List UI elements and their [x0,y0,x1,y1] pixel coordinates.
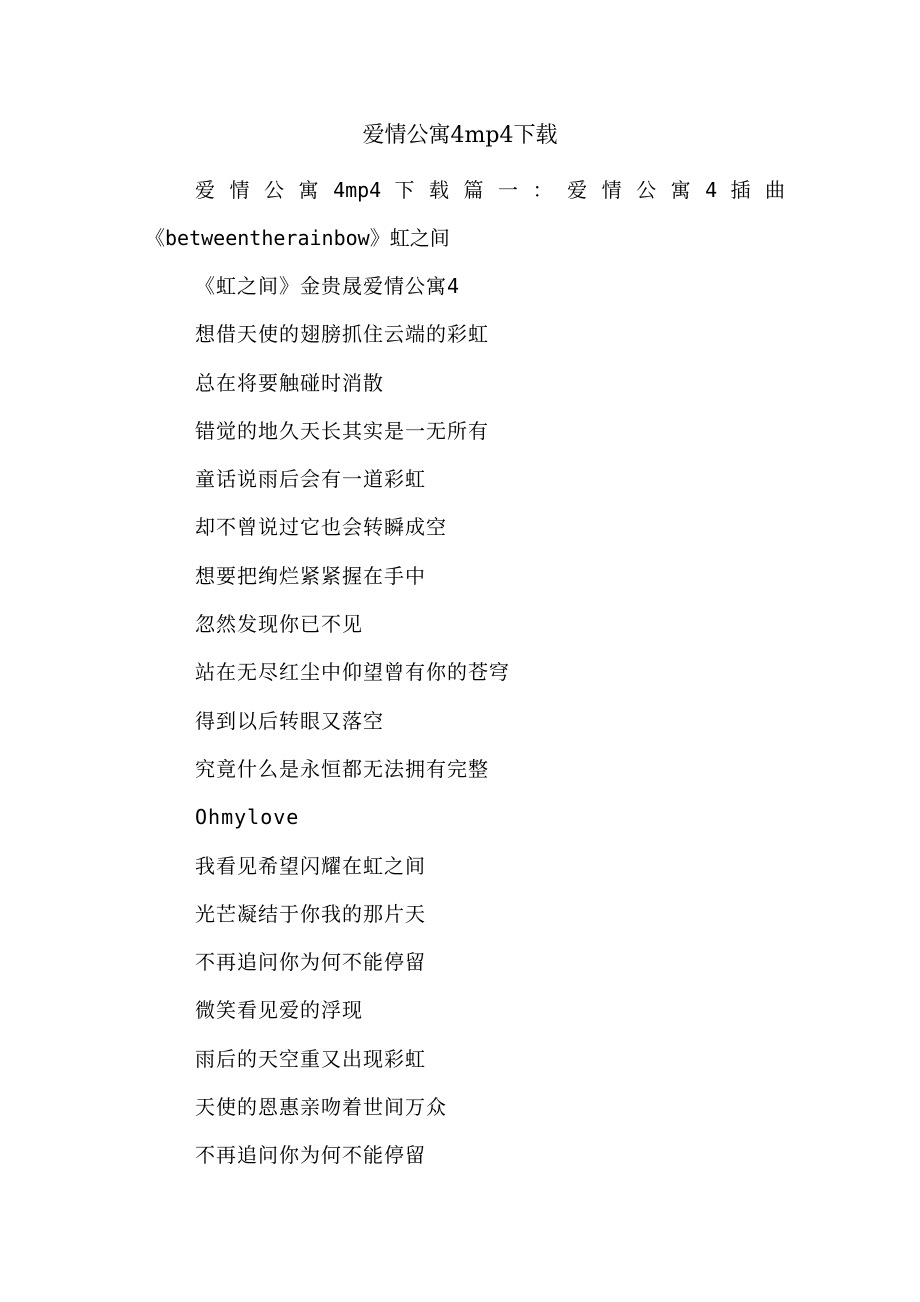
intro-line-1: 爱 情 公 寓 4mp4 下 载 篇 一 ： 爱 情 公 寓 4 插 曲 [195,178,785,202]
lyric-line: 光芒凝结于你我的那片天 [195,901,426,926]
lyric-line: 不再追问你为何不能停留 [195,950,426,975]
document-title: 爱情公寓4mp4下载 [362,123,558,148]
lyric-line: 童话说雨后会有一道彩虹 [195,467,426,492]
lyric-line: 微笑看见爱的浮现 [195,998,363,1023]
lyric-line: 想借天使的翅膀抓住云端的彩虹 [195,322,489,347]
lyric-line: 错觉的地久天长其实是一无所有 [195,418,489,443]
lyric-line: 究竟什么是永恒都无法拥有完整 [195,756,489,781]
lyric-line: 天使的恩惠亲吻着世间万众 [195,1095,447,1120]
intro-line-2: 《betweentherainbow》虹之间 [145,226,450,250]
lyrics-list [195,262,815,1180]
lyric-line: 忽然发现你已不见 [195,612,363,637]
lyric-line: 我看见希望闪耀在虹之间 [195,853,426,878]
lyric-line: 总在将要触碰时消散 [195,370,384,395]
lyric-line: 雨后的天空重又出现彩虹 [195,1046,426,1071]
intro-paragraph [145,166,785,262]
lyric-line: 想要把绚烂紧紧握在手中 [195,563,426,588]
lyric-line: 得到以后转眼又落空 [195,708,384,733]
lyric-line: 却不曾说过它也会转瞬成空 [195,515,447,540]
lyric-line: 站在无尽红尘中仰望曾有你的苍穹 [195,660,510,685]
lyric-line: 《虹之间》金贵晟爱情公寓4 [195,274,461,298]
lyric-line: 不再追问你为何不能停留 [195,1143,426,1168]
lyric-line: Ohmylove [195,805,300,830]
